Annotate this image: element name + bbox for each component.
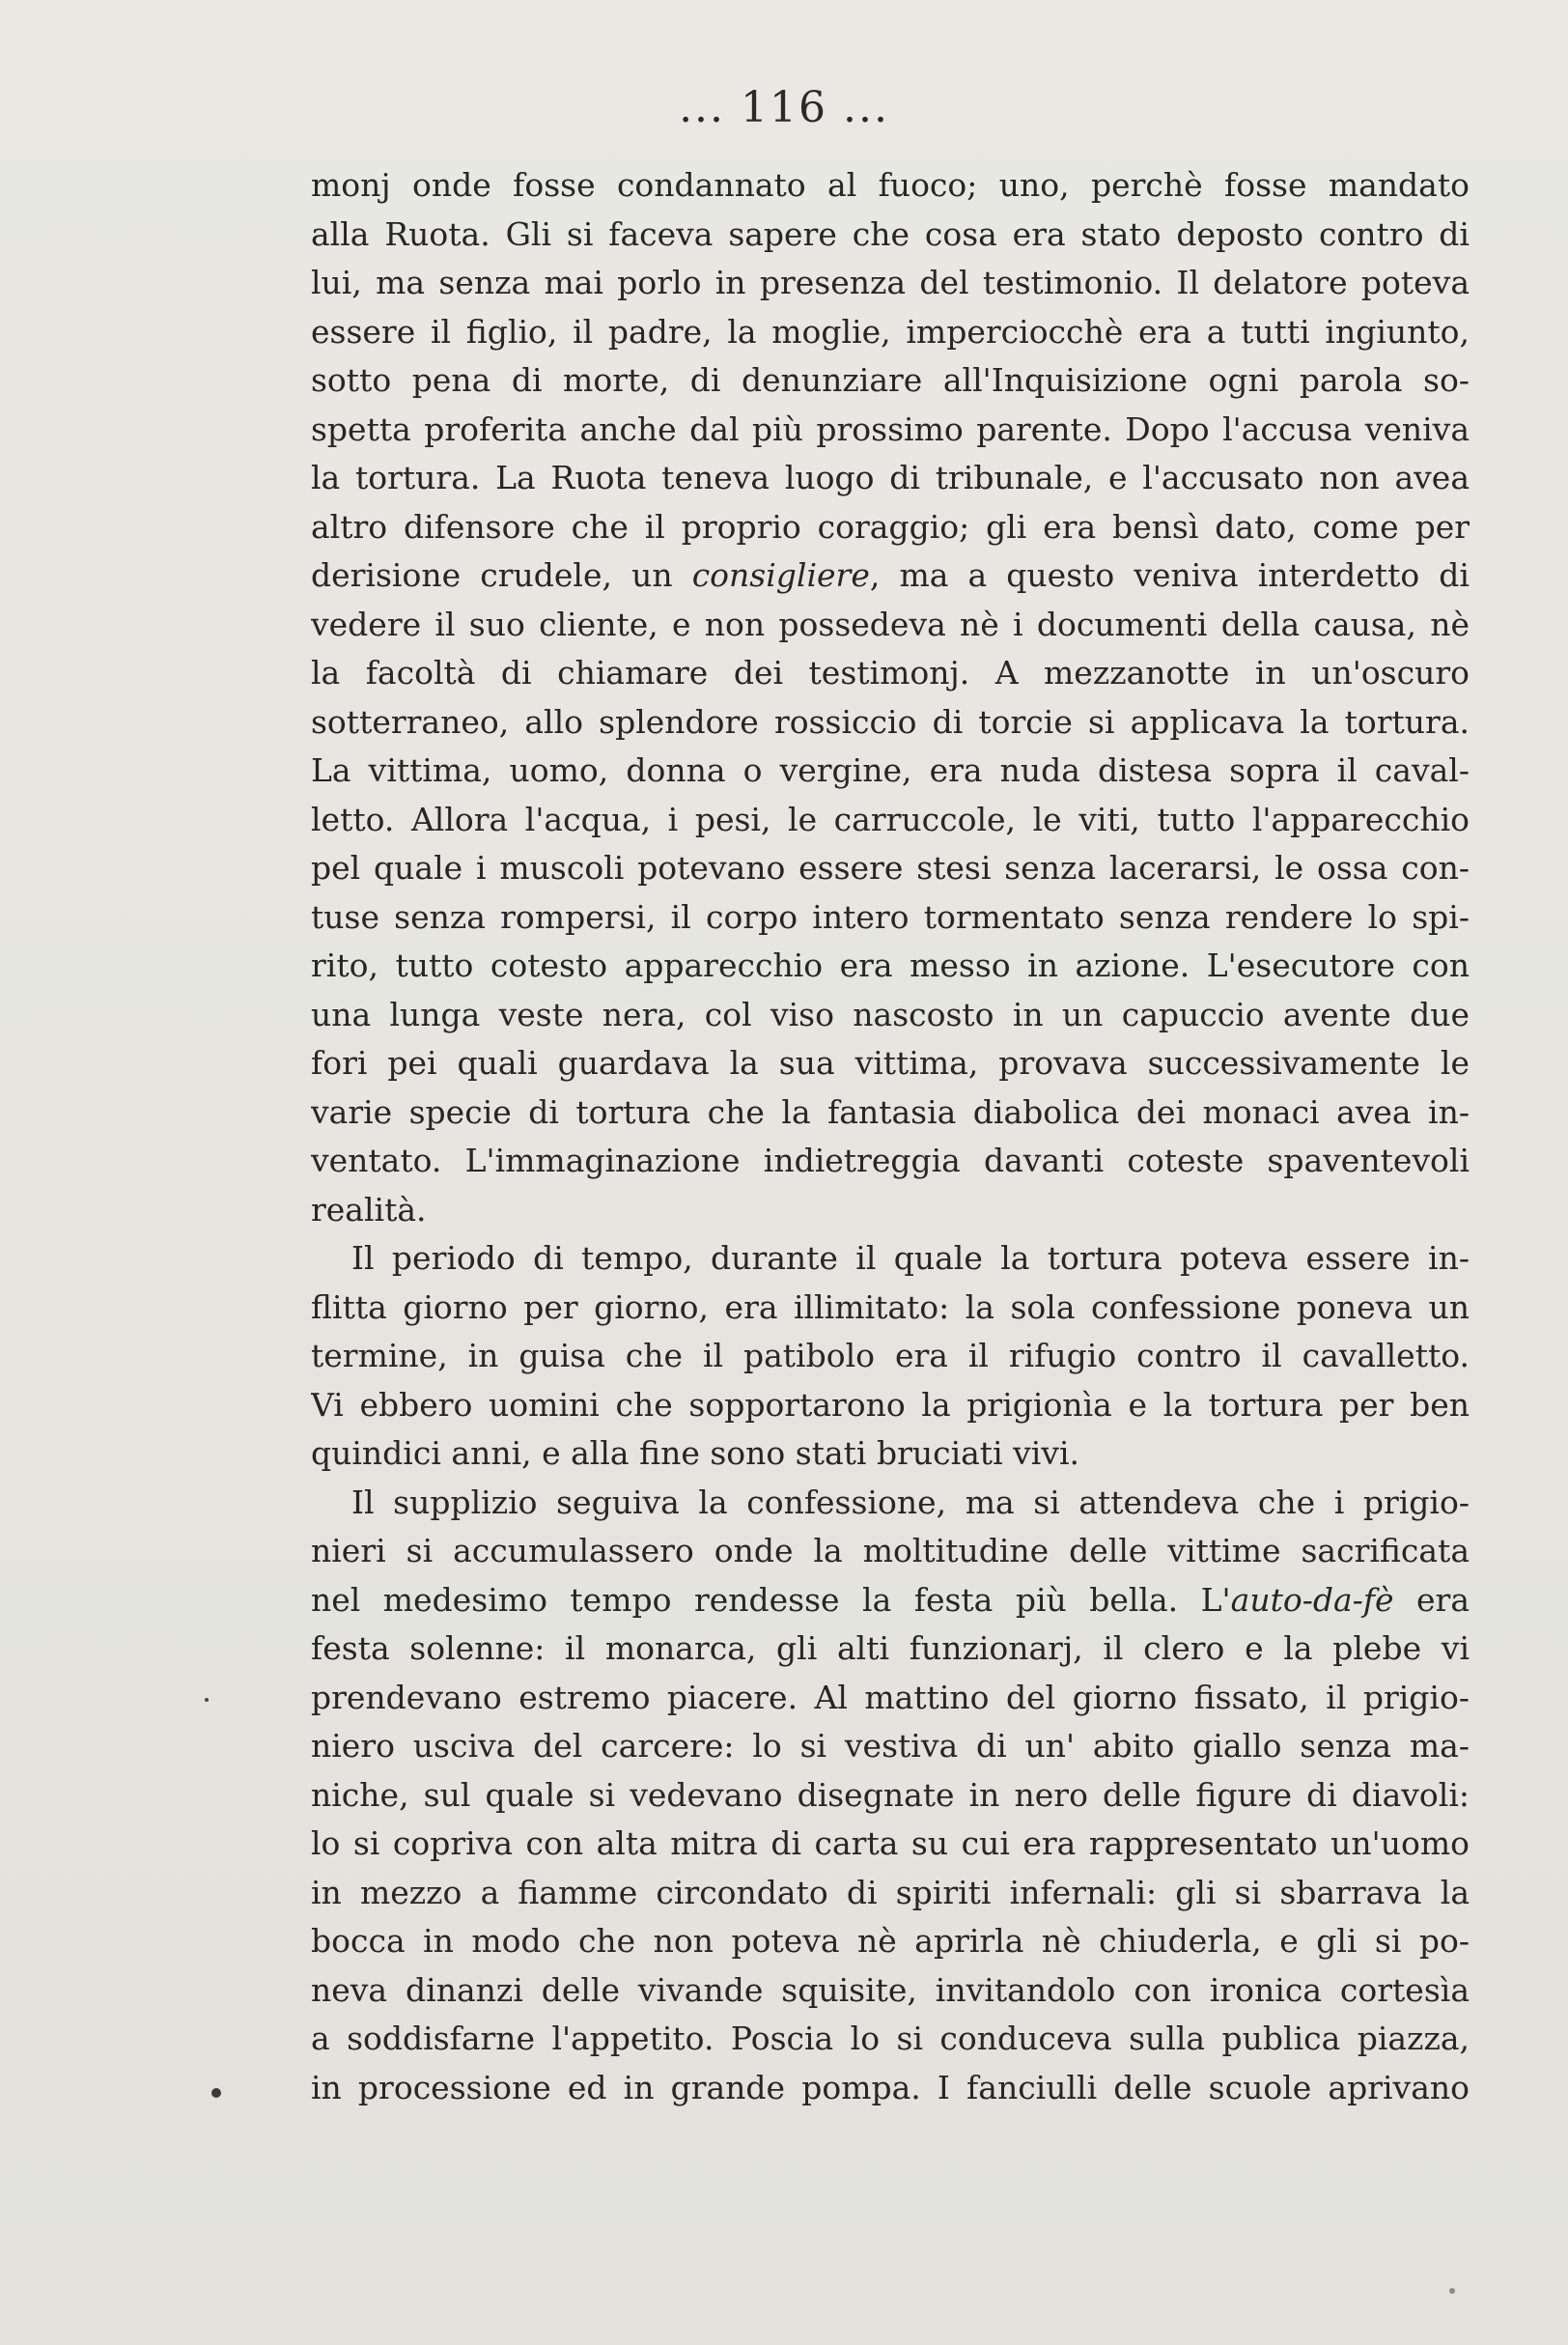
- print-speck: [205, 1698, 209, 1702]
- text-segment: derisione crudele, un: [311, 556, 692, 594]
- text-segment: era: [1393, 1580, 1470, 1619]
- text-line: a soddisfarne l'appetito. Poscia lo si conduceva sulla publica piazza,: [311, 2020, 1470, 2057]
- text-line: sotto pena di morte, di denunziare all'Inquisizione ogni parola so-: [311, 361, 1470, 399]
- italic-term: consigliere: [691, 556, 870, 594]
- text-line: neva dinanzi delle vivande squisite, invitandolo con ironica cortesìa: [311, 1970, 1470, 2009]
- text-line: ventato. L'immaginazione indietreggia davanti coteste spaventevoli: [311, 1142, 1470, 1179]
- text-line: realità.: [311, 1190, 427, 1229]
- text-line: rito, tutto cotesto apparecchio era messo in azione. L'esecutore con: [311, 946, 1470, 984]
- text-line: la tortura. La Ruota teneva luogo di tribunale, e l'accusato non avea: [311, 459, 1470, 496]
- text-line: prendevano estremo piacere. Al mattino del giorno fissato, il prigio-: [311, 1678, 1470, 1716]
- text-line: spetta proferita anche dal più prossimo parente. Dopo l'accusa veniva: [311, 410, 1470, 448]
- body-text: [311, 161, 1470, 2112]
- text-line: fori pei quali guardava la sua vittima, provava successivamente le: [311, 1044, 1470, 1082]
- text-line: Il supplizio seguiva la confessione, ma si attendeva che i prigio-: [351, 1483, 1470, 1521]
- text-line: niero usciva del carcere: lo si vestiva di un' abito giallo senza ma-: [311, 1727, 1470, 1765]
- text-segment: , ma a questo veniva interdetto di: [869, 556, 1470, 594]
- text-line: una lunga veste nera, col viso nascosto in un capuccio avente due: [311, 995, 1470, 1033]
- text-line: altro difensore che il proprio coraggio; gli era bensì dato, come per: [311, 507, 1470, 546]
- text-line: lo si copriva con alta mitra di carta su cui era rappresentato un'uomo: [311, 1824, 1470, 1862]
- text-line: in mezzo a fiamme circondato di spiriti infernali: gli si sbarrava la: [311, 1873, 1470, 1911]
- text-line: varie specie di tortura che la fantasia diabolica dei monaci avea in-: [311, 1092, 1470, 1131]
- text-line: in processione ed in grande pompa. I fanciulli delle scuole aprivano: [311, 2068, 1470, 2106]
- text-line: quindici anni, e alla fine sono stati bruciati vivi.: [311, 1434, 1079, 1472]
- text-line: lui, ma senza mai porlo in presenza del testimonio. Il delatore poteva: [311, 264, 1470, 301]
- text-line: festa solenne: il monarca, gli alti funzionarj, il clero e la plebe vi: [311, 1629, 1470, 1667]
- text-line: nieri si accumulassero onde la moltitudine delle vittime sacrificata: [311, 1532, 1470, 1569]
- text-line: niche, sul quale si vedevano disegnate in nero delle figure di diavoli:: [311, 1775, 1470, 1814]
- print-speck: [211, 2088, 221, 2098]
- text-line: bocca in modo che non poteva nè aprirla nè chiuderla, e gli si po-: [311, 1922, 1470, 1960]
- text-line: letto. Allora l'acqua, i pesi, le carruccole, le viti, tutto l'apparecchio: [311, 800, 1470, 838]
- text-line: essere il figlio, il padre, la moglie, imperciocchè era a tutti ingiunto,: [311, 312, 1470, 351]
- italic-term: auto-da-fè: [1230, 1580, 1394, 1619]
- text-line: alla Ruota. Gli si faceva sapere che cosa era stato deposto contro di: [311, 214, 1470, 253]
- text-line: La vittima, uomo, donna o vergine, era nuda distesa sopra il caval-: [311, 751, 1470, 789]
- text-line: monj onde fosse condannato al fuoco; uno, perchè fosse mandato: [311, 166, 1470, 204]
- text-line: pel quale i muscoli potevano essere stesi senza lacerarsi, le ossa con-: [311, 849, 1470, 887]
- text-line: la facoltà di chiamare dei testimonj. A mezzanotte in un'oscuro: [311, 654, 1470, 692]
- print-speck: [1449, 2288, 1455, 2294]
- text-line: tuse senza rompersi, il corpo intero tormentato senza rendere lo spi-: [311, 897, 1470, 936]
- text-line: flitta giorno per giorno, era illimitato: la sola confessione poneva un: [311, 1287, 1470, 1326]
- text-line: termine, in guisa che il patibolo era il rifugio contro il cavalletto.: [311, 1337, 1470, 1374]
- text-line: [311, 1576, 1470, 1625]
- text-line: vedere il suo cliente, e non possedeva nè i documenti della causa, nè: [311, 605, 1470, 643]
- text-line: [311, 551, 1470, 601]
- text-segment: nel medesimo tempo rendesse la festa più bella. L': [311, 1580, 1231, 1619]
- page-number: ... 116 ...: [679, 83, 889, 132]
- text-line: sotterraneo, allo splendore rossiccio di torcie si applicava la tortura.: [311, 702, 1470, 741]
- text-line: Vi ebbero uomini che sopportarono la prigionìa e la tortura per ben: [311, 1385, 1470, 1424]
- text-line: Il periodo di tempo, durante il quale la tortura poteva essere in-: [351, 1239, 1470, 1277]
